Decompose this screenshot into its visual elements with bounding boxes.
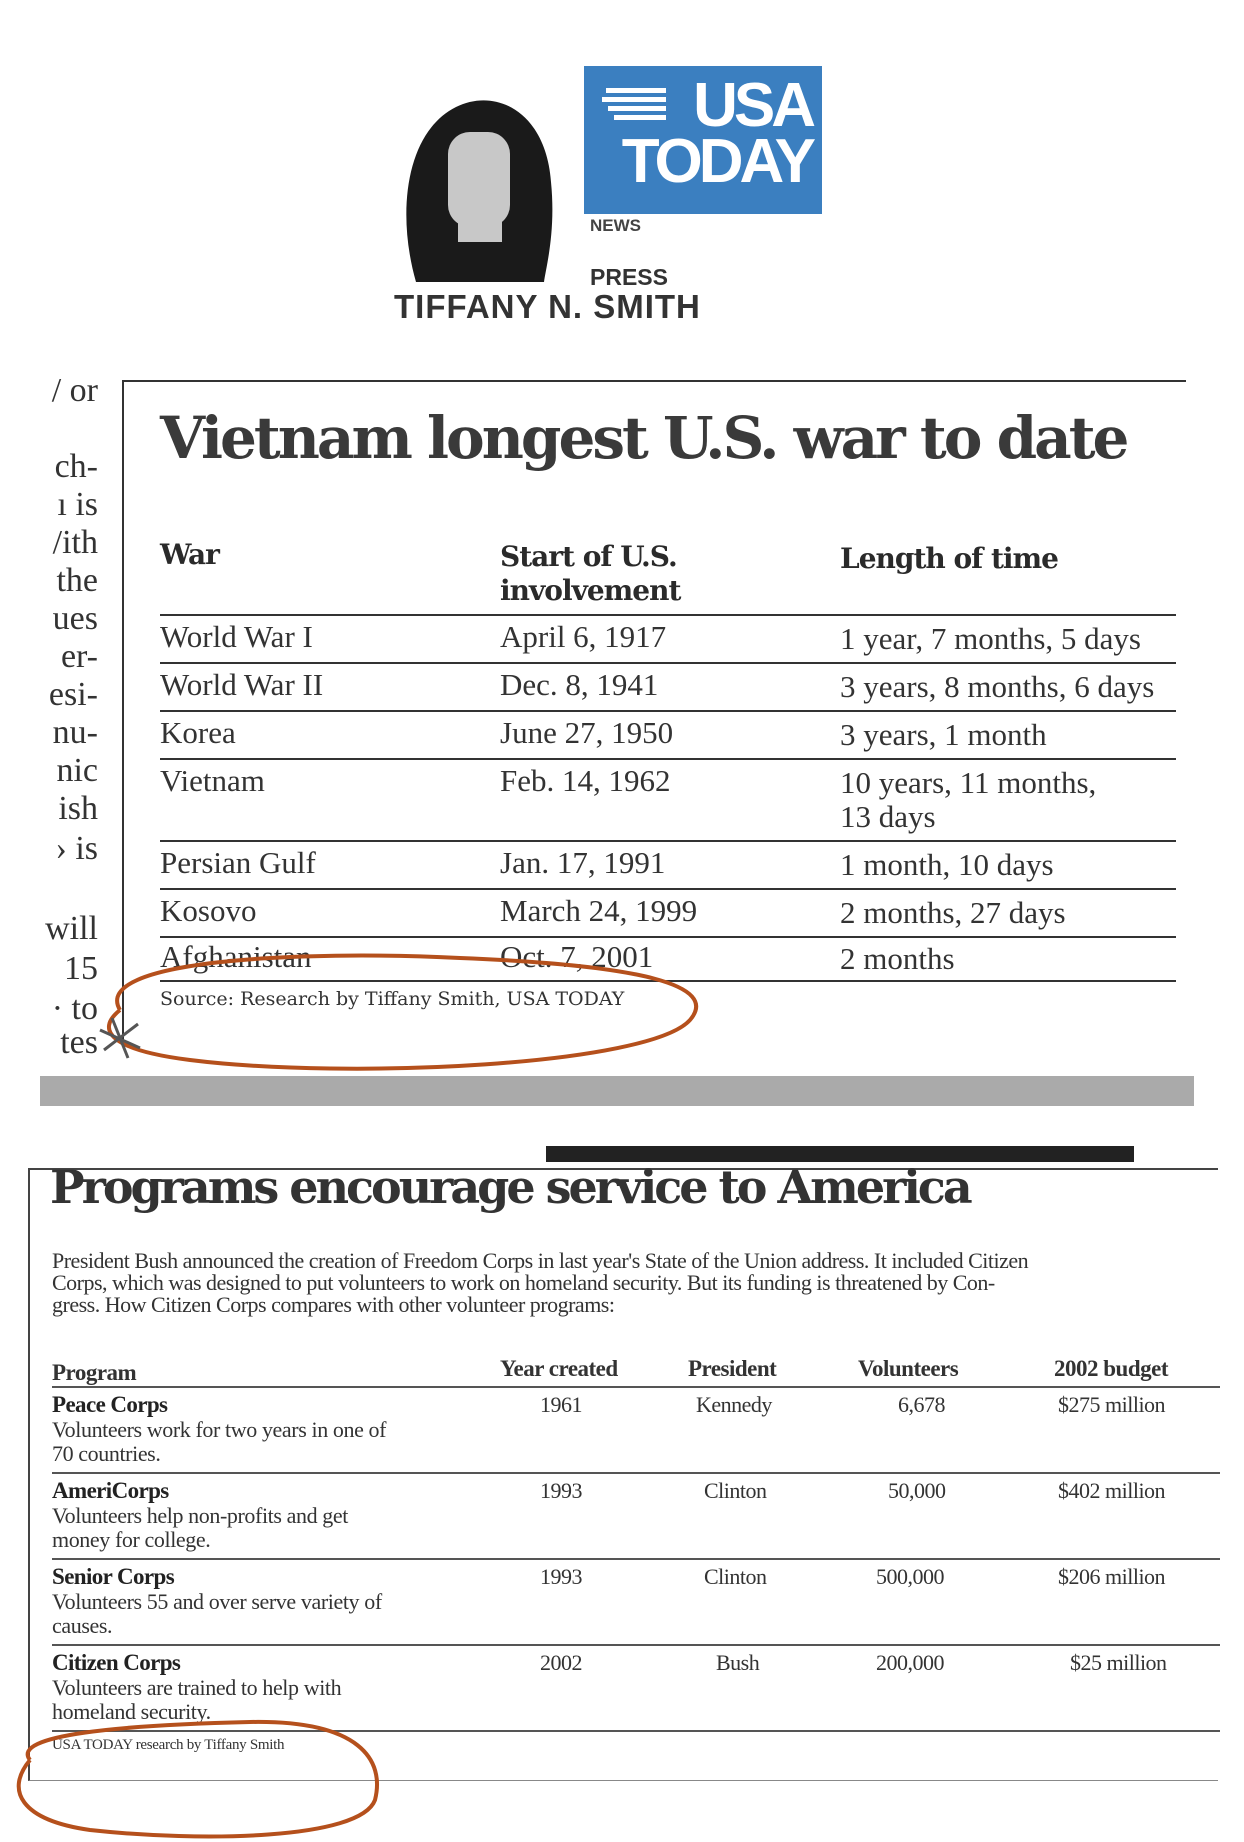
col-header-start-2: involvement xyxy=(500,574,681,607)
length-cell: 2 months, 27 days xyxy=(840,895,1066,930)
press-label: PRESS xyxy=(590,264,668,290)
table-rule xyxy=(52,1644,1220,1646)
program-desc xyxy=(52,1590,452,1638)
intro-line: Corps, which was designed to put volunteers to work on homeland security. But its funding is threatened by Con- xyxy=(52,1270,995,1295)
start-cell: Oct. 7, 2001 xyxy=(500,939,654,974)
program-desc xyxy=(52,1676,452,1724)
clip2-title: Programs encourage service to America xyxy=(50,1160,970,1214)
clip1-source: Source: Research by Tiffany Smith, USA TODAY xyxy=(160,988,625,1010)
length-cell: 3 years, 1 month xyxy=(840,717,1047,752)
column-fragment: will xyxy=(45,910,98,947)
usa-today-logo xyxy=(584,66,822,214)
col-header-volunteers: Volunteers xyxy=(858,1356,959,1381)
program-desc-line: causes. xyxy=(52,1613,113,1638)
headshot-photo xyxy=(396,92,556,282)
start-cell: April 6, 1917 xyxy=(500,619,667,654)
war-cell: World War II xyxy=(160,667,324,702)
program-desc-line: Volunteers 55 and over serve variety of xyxy=(52,1589,382,1614)
start-cell: Feb. 14, 1962 xyxy=(500,763,671,798)
column-fragment: the xyxy=(56,562,98,599)
clip2-intro xyxy=(52,1250,1222,1316)
column-fragment: tes xyxy=(60,1024,98,1061)
table-rule xyxy=(52,1730,1220,1732)
column-fragment: er- xyxy=(60,638,98,675)
col-header-start: Start of U.S. xyxy=(500,540,677,573)
program-desc xyxy=(52,1504,452,1552)
length-cell: 1 year, 7 months, 5 days xyxy=(840,621,1141,656)
president-cell: Kennedy xyxy=(696,1392,772,1417)
length-cell: 1 month, 10 days xyxy=(840,847,1054,882)
war-cell: Afghanistan xyxy=(160,939,312,974)
reporter-name: TIFFANY N. SMITH xyxy=(394,288,701,325)
column-fragment: ch- xyxy=(54,448,98,485)
section-label: NEWS xyxy=(590,216,641,235)
program-name: AmeriCorps xyxy=(52,1478,169,1503)
table-rule xyxy=(160,758,1176,760)
program-name: Peace Corps xyxy=(52,1392,168,1417)
column-fragment: ı is xyxy=(57,486,98,523)
logo-wordmark xyxy=(602,71,812,196)
column-fragment: nic xyxy=(56,752,98,789)
col-header-war: War xyxy=(160,538,219,571)
program-desc-line: Volunteers work for two years in one of xyxy=(52,1417,387,1442)
program-desc xyxy=(52,1418,452,1466)
president-cell: Clinton xyxy=(704,1564,767,1589)
clip2-source: USA TODAY research by Tiffany Smith xyxy=(52,1737,285,1753)
war-cell: Korea xyxy=(160,715,236,750)
column-fragment: ish xyxy=(58,790,98,827)
column-fragment: nu- xyxy=(52,714,98,751)
scan-divider xyxy=(40,1076,1194,1106)
program-name: Senior Corps xyxy=(52,1564,175,1589)
volunteers-cell: 6,678 xyxy=(898,1392,945,1417)
year-cell: 2002 xyxy=(540,1650,582,1675)
program-desc-line: money for college. xyxy=(52,1527,211,1552)
col-header-president: President xyxy=(688,1356,777,1381)
volunteers-cell: 500,000 xyxy=(876,1564,944,1589)
year-cell: 1993 xyxy=(540,1564,582,1589)
budget-cell: $275 million xyxy=(1058,1392,1166,1417)
president-cell: Clinton xyxy=(704,1478,767,1503)
program-desc-line: Volunteers are trained to help with xyxy=(52,1675,342,1700)
table-rule xyxy=(160,888,1176,890)
table-rule xyxy=(52,1558,1220,1560)
col-header-budget: 2002 budget xyxy=(1054,1356,1168,1381)
start-cell: June 27, 1950 xyxy=(500,715,674,750)
table-rule xyxy=(160,840,1176,842)
budget-cell: $25 million xyxy=(1070,1650,1167,1675)
column-fragment: /ith xyxy=(52,524,98,561)
intro-line: President Bush announced the creation of Freedom Corps in last year's State of the Union address. It included Citizen xyxy=(52,1248,1029,1273)
column-fragment: · to xyxy=(51,990,98,1027)
length-cell-cont: 13 days xyxy=(840,799,936,834)
table-rule xyxy=(160,936,1176,938)
logo-line-today: TODAY xyxy=(621,127,812,196)
war-cell: World War I xyxy=(160,619,313,654)
program-desc-line: homeland security. xyxy=(52,1699,211,1724)
program-desc-line: Volunteers help non-profits and get xyxy=(52,1503,348,1528)
logo-line-usa: USA xyxy=(693,71,812,140)
volunteers-cell: 50,000 xyxy=(888,1478,946,1503)
length-cell: 2 months xyxy=(840,941,955,976)
year-cell: 1961 xyxy=(540,1392,582,1417)
start-cell: Jan. 17, 1991 xyxy=(500,845,666,880)
column-fragment: / or xyxy=(51,372,98,409)
program-desc-line: 70 countries. xyxy=(52,1441,161,1466)
col-header-year: Year created xyxy=(500,1356,618,1381)
table-rule xyxy=(52,1472,1220,1474)
program-name: Citizen Corps xyxy=(52,1650,181,1675)
budget-cell: $402 million xyxy=(1058,1478,1166,1503)
column-fragment: 15 xyxy=(64,950,98,987)
col-header-length: Length of time xyxy=(840,542,1058,575)
budget-cell: $206 million xyxy=(1058,1564,1166,1589)
clip1-title: Vietnam longest U.S. war to date xyxy=(160,404,1127,472)
intro-line: gress. How Citizen Corps compares with other volunteer programs: xyxy=(52,1292,615,1317)
table-rule xyxy=(160,980,1176,982)
president-cell: Bush xyxy=(716,1650,760,1675)
war-cell: Kosovo xyxy=(160,893,257,928)
table-rule xyxy=(52,1386,1220,1388)
length-cell: 3 years, 8 months, 6 days xyxy=(840,669,1155,704)
column-fragment: ues xyxy=(52,600,98,637)
war-cell: Vietnam xyxy=(160,763,265,798)
column-fragment: esi- xyxy=(48,676,98,713)
start-cell: Dec. 8, 1941 xyxy=(500,667,659,702)
column-fragment: › is xyxy=(55,830,98,867)
volunteers-cell: 200,000 xyxy=(876,1650,944,1675)
table-rule xyxy=(160,614,1176,616)
year-cell: 1993 xyxy=(540,1478,582,1503)
table-rule xyxy=(160,710,1176,712)
length-cell: 10 years, 11 months, xyxy=(840,765,1097,800)
war-cell: Persian Gulf xyxy=(160,845,316,880)
start-cell: March 24, 1999 xyxy=(500,893,698,928)
table-rule xyxy=(160,662,1176,664)
col-header-program: Program xyxy=(52,1360,137,1385)
